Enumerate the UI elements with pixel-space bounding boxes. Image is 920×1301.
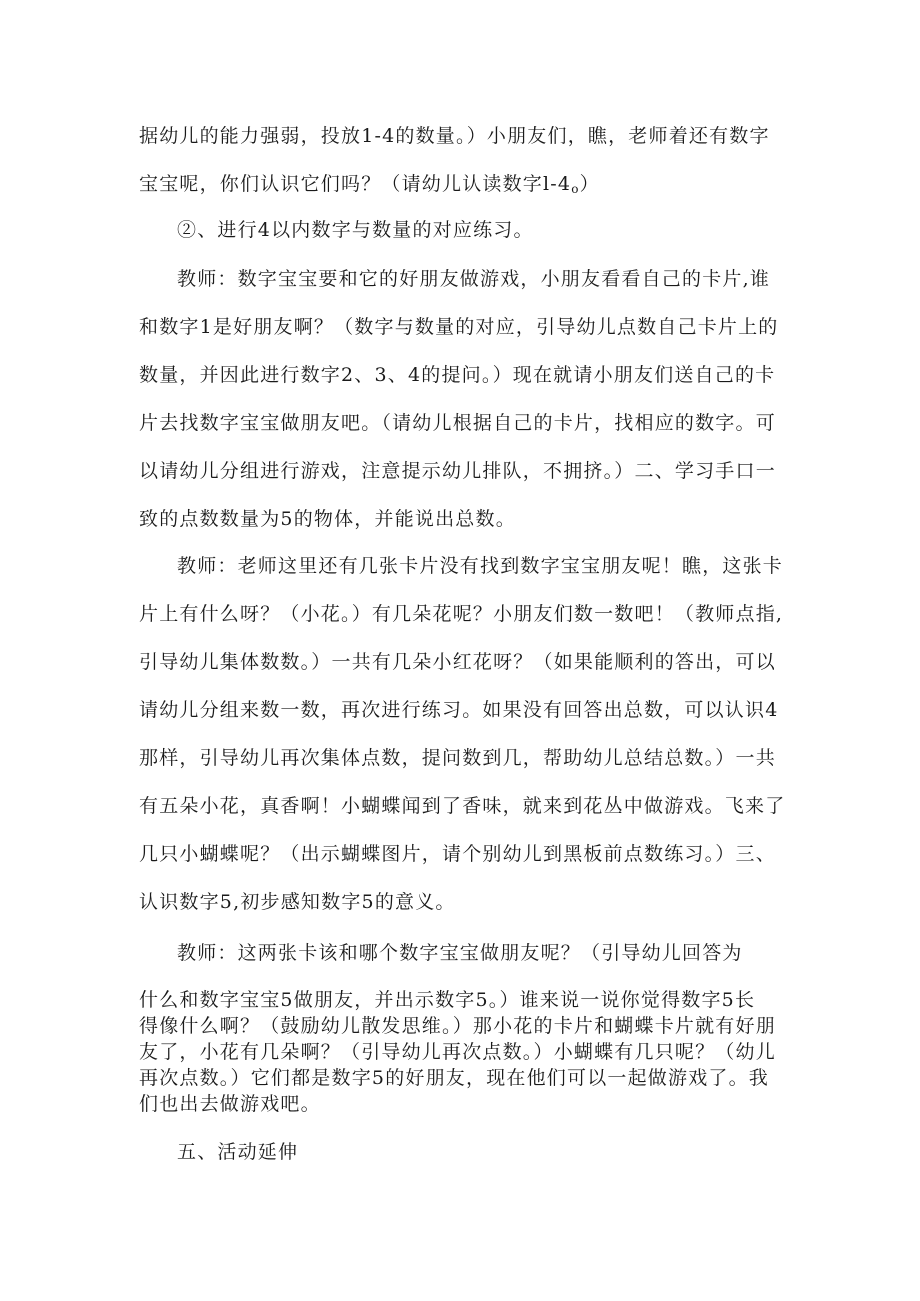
- text-line: 什么和数字宝宝5做朋友，并出示数字5。）谁来说一说你觉得数字5长: [139, 989, 756, 1011]
- text-line: ②、进行4以内数字与数量的对应练习。: [177, 219, 534, 241]
- text-line: 们也出去做游戏吧。: [139, 1093, 321, 1115]
- text-line: 数量，并因此进行数字2、3、4的提问。）现在就请小朋友们送自己的卡: [139, 364, 776, 386]
- text-line: 请幼儿分组来数一数，再次进行练习。如果没有回答出总数，可以认识4: [139, 699, 779, 721]
- text-line: 再次点数。）它们都是数字5的好朋友，现在他们可以一起做游戏了。我: [139, 1067, 769, 1089]
- text-line: 有五朵小花，真香啊！小蝴蝶闻到了香味，就来到花丛中做游戏。飞来了: [139, 795, 786, 817]
- paragraph-5: [139, 929, 799, 977]
- text-line: 得像什么啊？（鼓励幼儿散发思维。）那小花的卡片和蝴蝶卡片就有好朋: [139, 1015, 776, 1037]
- paragraph-6: [139, 987, 799, 1117]
- paragraph-3: [139, 255, 799, 543]
- text-line: 几只小蝴蝶呢？（出示蝴蝶图片，请个别幼儿到黑板前点数练习。）三、: [139, 843, 776, 865]
- text-segment: ）: [579, 173, 600, 195]
- subscript-o: o: [571, 182, 580, 196]
- text-line: 据幼儿的能力强弱，投放1-4的数量。）小朋友们，瞧，老师着还有数字: [139, 125, 770, 147]
- paragraph-1: [139, 112, 799, 213]
- text-line: 片去找数字宝宝做朋友吧。（请幼儿根据自己的卡片，找相应的数字。可: [139, 412, 776, 434]
- text-line: 片上有什么呀？（小花。）有几朵花呢？小朋友们数一数吧！（教师点指,: [139, 603, 784, 625]
- text-line: 和数字1是好朋友啊？（数字与数量的对应，引导幼儿点数自己卡片上的: [139, 316, 779, 338]
- text-line: 那样，引导幼儿再次集体点数，提问数到几，帮助幼儿总结总数。）一共: [139, 747, 776, 769]
- paragraph-2: [139, 206, 799, 254]
- text-line: 以请幼儿分组进行游戏，注意提示幼儿排队，不拥挤。）二、学习手口一: [139, 460, 776, 482]
- text-line: 教师：数字宝宝要和它的好朋友做游戏，小朋友看看自己的卡片,谁: [177, 268, 771, 290]
- text-line: 教师：这两张卡该和哪个数字宝宝做朋友呢？（引导幼儿回答为: [177, 942, 743, 964]
- section-heading: 五、活动延伸: [177, 1141, 299, 1163]
- paragraph-7: [139, 1128, 799, 1176]
- text-line: 友了，小花有几朵啊？（引导幼儿再次点数。）小蝴蝶有几只呢？（幼儿: [139, 1041, 776, 1063]
- text-line: 致的点数数量为5的物体，并能说出总数。: [139, 508, 516, 530]
- text-segment: 宝宝呢，你们认识它们吗？（请幼儿认读数字l-4: [139, 173, 572, 195]
- text-line: 教师：老师这里还有几张卡片没有找到数字宝宝朋友呢！瞧，这张卡: [177, 555, 784, 577]
- text-line: 认识数字5,初步感知数字5的意义。: [139, 891, 456, 913]
- text-line: 引导幼儿集体数数。）一共有几朵小红花呀？（如果能顺利的答出，可以: [139, 651, 776, 673]
- paragraph-4: [139, 542, 799, 926]
